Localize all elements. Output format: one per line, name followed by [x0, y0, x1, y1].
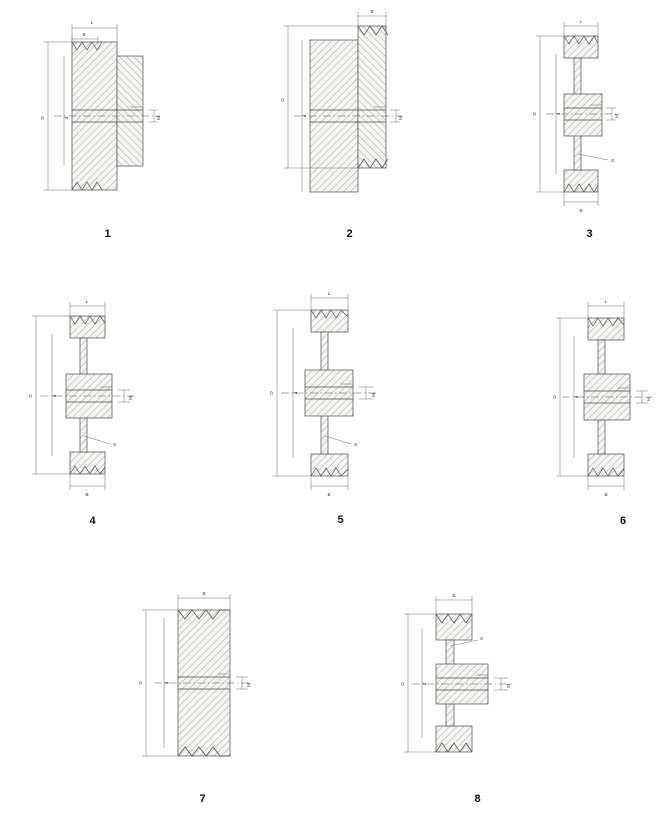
svg-text:S: S [354, 442, 358, 447]
figure-2-drawing [262, 4, 437, 219]
svg-text:M: M [398, 116, 403, 120]
svg-text:L: L [579, 19, 583, 24]
figure-4-caption: 4 [89, 515, 96, 527]
figure-1 [20, 14, 195, 244]
svg-text:M: M [371, 393, 376, 397]
figure-5 [253, 288, 428, 528]
svg-text:L: L [327, 291, 331, 296]
svg-text:D: D [552, 395, 557, 399]
figure-6 [548, 296, 670, 531]
figure-4-drawing [10, 296, 175, 506]
svg-text:D: D [40, 116, 45, 120]
svg-text:D: D [28, 394, 33, 398]
svg-text:S: S [113, 442, 117, 447]
svg-text:d: d [52, 394, 57, 398]
figure-5-drawing [253, 288, 428, 503]
svg-text:L: L [90, 20, 94, 25]
figure-7-caption: 7 [199, 793, 206, 805]
svg-text:B: B [82, 32, 86, 37]
svg-text:S: S [611, 158, 615, 163]
figure-6-caption: 6 [619, 515, 627, 527]
svg-text:d: d [164, 681, 169, 685]
svg-text:d: d [574, 395, 579, 399]
svg-text:B: B [327, 492, 331, 497]
figure-7 [120, 588, 285, 813]
figure-2-caption: 2 [346, 228, 353, 240]
figure-8-drawing [390, 588, 565, 783]
figure-3-drawing [512, 14, 667, 219]
svg-text:D: D [269, 391, 274, 395]
svg-text:D: D [280, 98, 285, 102]
svg-text:M: M [246, 683, 251, 687]
figure-6-drawing [548, 296, 670, 506]
figure-1-caption: 1 [104, 228, 111, 240]
svg-text:D: D [532, 112, 537, 116]
figure-3-caption: 3 [586, 228, 593, 240]
figure-2 [262, 4, 437, 244]
svg-text:d: d [302, 114, 307, 118]
figure-8 [390, 588, 565, 813]
svg-text:M: M [128, 396, 133, 400]
figure-4 [10, 296, 175, 531]
svg-text:B: B [85, 492, 89, 497]
svg-text:d: d [293, 391, 298, 395]
svg-text:M: M [156, 116, 161, 120]
svg-text:L: L [85, 299, 89, 304]
svg-text:D: D [138, 681, 143, 685]
figure-7-drawing [120, 588, 285, 783]
figure-8-caption: 8 [474, 793, 481, 805]
svg-text:M: M [506, 684, 511, 688]
svg-text:M: M [646, 397, 651, 401]
svg-text:S: S [480, 636, 484, 641]
figure-1-drawing [20, 14, 195, 219]
svg-text:B: B [604, 492, 608, 497]
svg-text:M: M [614, 114, 619, 118]
svg-text:d: d [556, 112, 561, 116]
figure-5-caption: 5 [337, 514, 344, 526]
svg-text:L: L [604, 299, 608, 304]
figure-3 [512, 14, 667, 244]
svg-text:B: B [202, 591, 206, 596]
svg-text:d: d [64, 116, 69, 120]
svg-text:B: B [452, 593, 456, 598]
svg-text:B: B [370, 9, 374, 14]
svg-text:B: B [579, 208, 583, 213]
svg-text:d: d [422, 682, 427, 686]
svg-text:D: D [400, 682, 405, 686]
